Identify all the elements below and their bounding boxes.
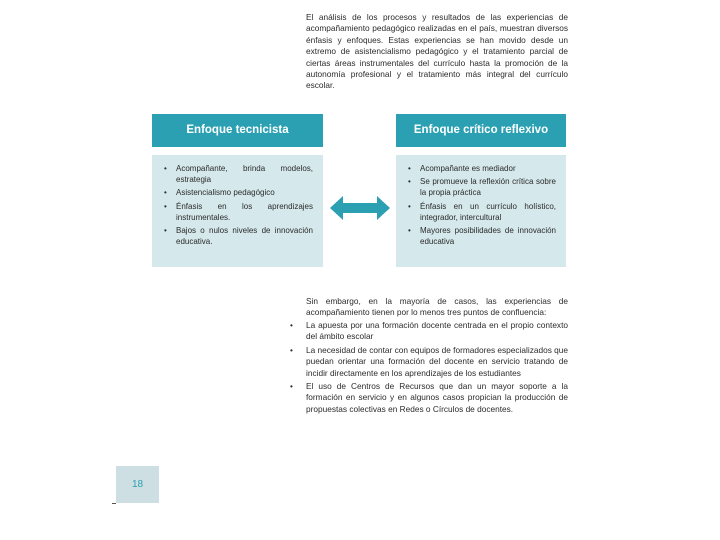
bullet-icon: • [290, 381, 293, 392]
enfoque-tecnicista-box [152, 155, 323, 267]
list-item: • Asistencialismo pedagógico [164, 188, 275, 198]
enfoque-tecnicista-header: Enfoque tecnicista [152, 114, 323, 147]
bullet-icon: • [408, 226, 411, 236]
bullet-icon: • [408, 177, 411, 187]
sin-embargo-paragraph: Sin embargo, en la mayoría de casos, las experiencias de acompañamiento tienen por lo menos tres puntos de confluencia: [306, 296, 568, 318]
enfoque-critico-reflexivo-header: Enfoque crítico reflexivo [396, 114, 566, 147]
bullet-icon: • [408, 201, 411, 211]
page-number: 18 [116, 466, 159, 503]
list-item: • Acompañante, brinda modelos, estrategia [164, 164, 313, 185]
bullet-icon: • [290, 320, 293, 330]
bullet-icon: • [164, 226, 167, 236]
divider [112, 503, 116, 504]
bullet-icon: • [164, 188, 167, 198]
confluence-points-list [288, 320, 568, 417]
double-arrow-icon [330, 193, 390, 223]
list-item: • La necesidad de contar con equipos de formadores especializados que puedan orientar una formación del docente en servicio tratando de incidir directamente en los aprendizajes de los estudiantes [290, 344, 568, 378]
list-item: • Mayores posibilidades de innovación educativa [408, 226, 556, 247]
bullet-icon: • [164, 201, 167, 211]
list-item: • Se promueve la reflexión crítica sobre la propia práctica [408, 177, 556, 198]
list-item: • Énfasis en un currículo holístico, integrador, intercultural [408, 201, 556, 222]
tecnicista-list [164, 163, 313, 247]
list-item: • La apuesta por una formación docente centrada en el propio contexto del ámbito escolar [290, 320, 568, 342]
list-item: • Bajos o nulos niveles de innovación educativa. [164, 226, 313, 247]
list-item: • Énfasis en los aprendizajes instrumentales. [164, 201, 313, 222]
bullet-icon: • [164, 164, 167, 173]
intro-paragraph: El análisis de los procesos y resultados de las experiencias de acompañamiento pedagógico realizadas en el país, muestran diversos énfasis y enfoques. Estas experiencias se han movido desde un extremo de asistencialismo pedagógico y el tratamiento parcial de ciertas áreas instrumentales del currículo hasta la promoción de la autonomía profesional y el tratamiento más integral del currículo escolar. [306, 12, 568, 91]
list-item: • Acompañante es mediador [408, 164, 516, 173]
enfoque-critico-reflexivo-box [396, 155, 566, 267]
bullet-icon: • [408, 164, 411, 173]
critico-reflexivo-list [408, 163, 556, 247]
bullet-icon: • [290, 344, 293, 355]
list-item: • El uso de Centros de Recursos que dan un mayor soporte a la formación en servicio y en algunos casos propician la producción de propuestas colectivas en Redes o Círculos de docentes. [290, 381, 568, 414]
